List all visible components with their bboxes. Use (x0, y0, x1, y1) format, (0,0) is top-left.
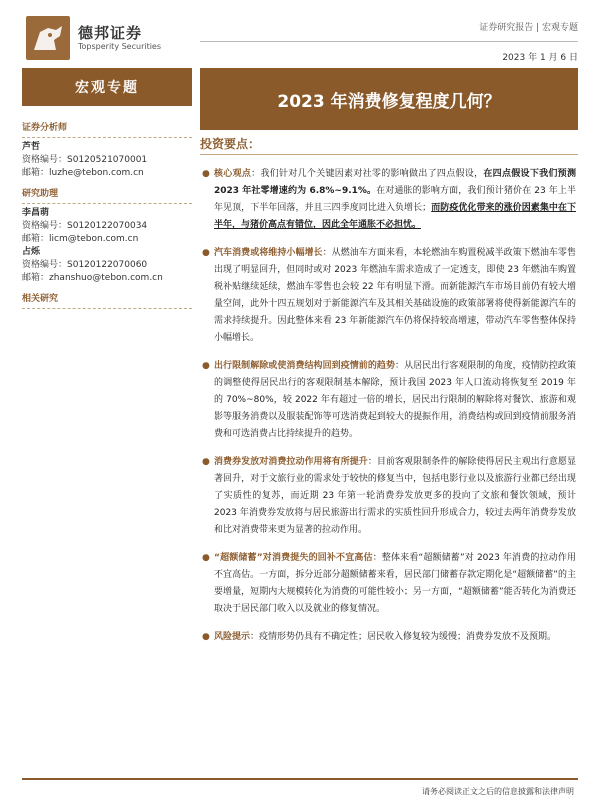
bullet-icon: ● (202, 457, 210, 467)
paragraph-text: ：从居民出行客观限制的角度，疫情防控政策的调整使得居民出行的客观限制基本解除，预计我国 2023 年人口流动将恢复至 2019 年的 70%~80%，较 2022 年有超过一倍的增长，居民出行限制的解除将对餐饮、旅游和观影等服务消费以及服装配饰等可选消费起到较大的提振作用，消费结构或回到疫情前服务消费和可选消费占比持续提升的趋势。 (214, 361, 576, 439)
key-point-paragraph (200, 629, 576, 646)
assistant-name: 占烁 (22, 247, 41, 257)
paragraph-text: ：目前客观限制条件的解除使得居民主观出行意愿显著回升，对于文旅行业的需求处于较快的修复当中，包括电影行业以及旅游行业都已经出现了实质性的复苏，而近期 23 年第一轮消费券发放更多的投向了文旅和餐饮领域，预计 2023 年消费券发放将与居民旅游出行需求的实质性回升形成合力，较过去两年消费券发放和比对消费带来更为显著的拉动作用。 (214, 457, 576, 535)
paragraph-lead: 风险提示 (214, 632, 251, 642)
analyst-cert: 资格编号：S0120521070001 (22, 155, 148, 165)
header-divider (200, 41, 578, 42)
bullet-icon: ● (202, 248, 210, 258)
sidebar (22, 122, 192, 312)
bullet-icon: ● (202, 169, 210, 179)
related-research-heading: 相关研究 (22, 293, 192, 309)
analyst-name: 芦哲 (22, 142, 41, 152)
key-point-paragraph (200, 454, 576, 539)
assistant-cert: 资格编号：S0120122070034 (22, 221, 148, 231)
assistant-email: 邮箱：licm@tebon.com.cn (22, 234, 139, 244)
paragraph-lead: 消费券发放对消费拉动作用将有所提升 (214, 457, 368, 467)
logo-chinese-name: 德邦证券 (78, 24, 143, 42)
analyst-heading: 证券分析师 (22, 122, 192, 138)
bullet-icon: ● (202, 361, 210, 371)
key-point-paragraph (200, 245, 576, 347)
disclaimer-footer: 请务必阅读正文之后的信息披露和法律声明 (422, 787, 574, 796)
paragraph-lead: 汽车消费或将维持小幅增长 (214, 248, 323, 258)
key-point-paragraph (200, 550, 576, 618)
assistant-cert: 资格编号：S0120122070060 (22, 260, 148, 270)
key-points-body (200, 166, 576, 657)
report-title: 2023 年消费修复程度几何？ (200, 68, 578, 130)
assistant-email: 邮箱：zhanshuo@tebon.com.cn (22, 273, 163, 283)
key-point-paragraph (200, 166, 576, 234)
assistant-name: 李昌萌 (22, 208, 50, 218)
paragraph-text: ：整体来看“超额储蓄”对 2023 年消费的拉动作用不宜高估。一方面，拆分近部分超额储蓄来看，居民部门储蓄存款定期化是“超额储蓄”的主要增量，短期内大规模转化为消费的可能性较小；另一方面，“超额储蓄”能否转化为消费还取决于居民部门收入以及就业的修复情况。 (214, 553, 576, 614)
paragraph-lead: 核心观点 (214, 169, 252, 179)
bullet-icon: ● (202, 553, 210, 563)
paragraph-text: ：从燃油车方面来看，本轮燃油车购置税减半政策下燃油车零售出现了明显回升，但同时或对 2023 年燃油车需求造成了一定透支，即使 23 年燃油车购置税补贴继续延续，燃油车零售也会较 22 年有明显下滑。而新能源汽车市场目前仍有较大增量空间，此外十四五规划对于新能源汽车及其相关基础设施的政策部署将使得新能源汽车的需求持续提升。因此整体来看 23 年新能源汽车仍将保持较高增速，带动汽车零售整体保持小幅增长。 (214, 248, 576, 343)
company-logo (26, 16, 161, 60)
key-point-paragraph (200, 358, 576, 443)
paragraph-text: ：我们针对几个关键因素对社零的影响做出了四点假设， (251, 169, 484, 179)
paragraph-lead: 出行限制解除或使消费结构回到疫情前的趋势 (214, 361, 396, 371)
logo-mark-icon (26, 16, 70, 60)
report-type-label: 证券研究报告 | 宏观专题 (479, 23, 578, 33)
key-points-heading: 投资要点： (200, 135, 578, 155)
paragraph-text: ：疫情形势仍具有不确定性；居民收入修复较为缓慢；消费券发放不及预期。 (250, 632, 557, 642)
analyst-email: 邮箱：luzhe@tebon.com.cn (22, 168, 144, 178)
category-banner: 宏观专题 (22, 68, 192, 106)
paragraph-emphasis: 在四点假设下我们预测 2023 年社零增速约为 6.8%~9.1%。 (214, 169, 576, 196)
report-date: 2023 年 1 月 6 日 (502, 53, 578, 63)
assistant-heading: 研究助理 (22, 188, 192, 204)
paragraph-text: 在对通胀的影响方面，我们预计猪价在 23 年上半年见顶，下半年回落，并且三四季度同比进入负增长； (214, 186, 576, 213)
paragraph-emphasis: 而防疫优化带来的涨价因素集中在下半年，与猪价高点有错位，因此全年通胀不必担忧。 (214, 203, 576, 230)
paragraph-lead: “超额储蓄”对消费提失的回补不宜高估 (214, 553, 373, 563)
bullet-icon: ● (202, 632, 210, 642)
footer-divider (22, 778, 578, 780)
logo-english-name: Topsperity Securities (78, 42, 162, 51)
